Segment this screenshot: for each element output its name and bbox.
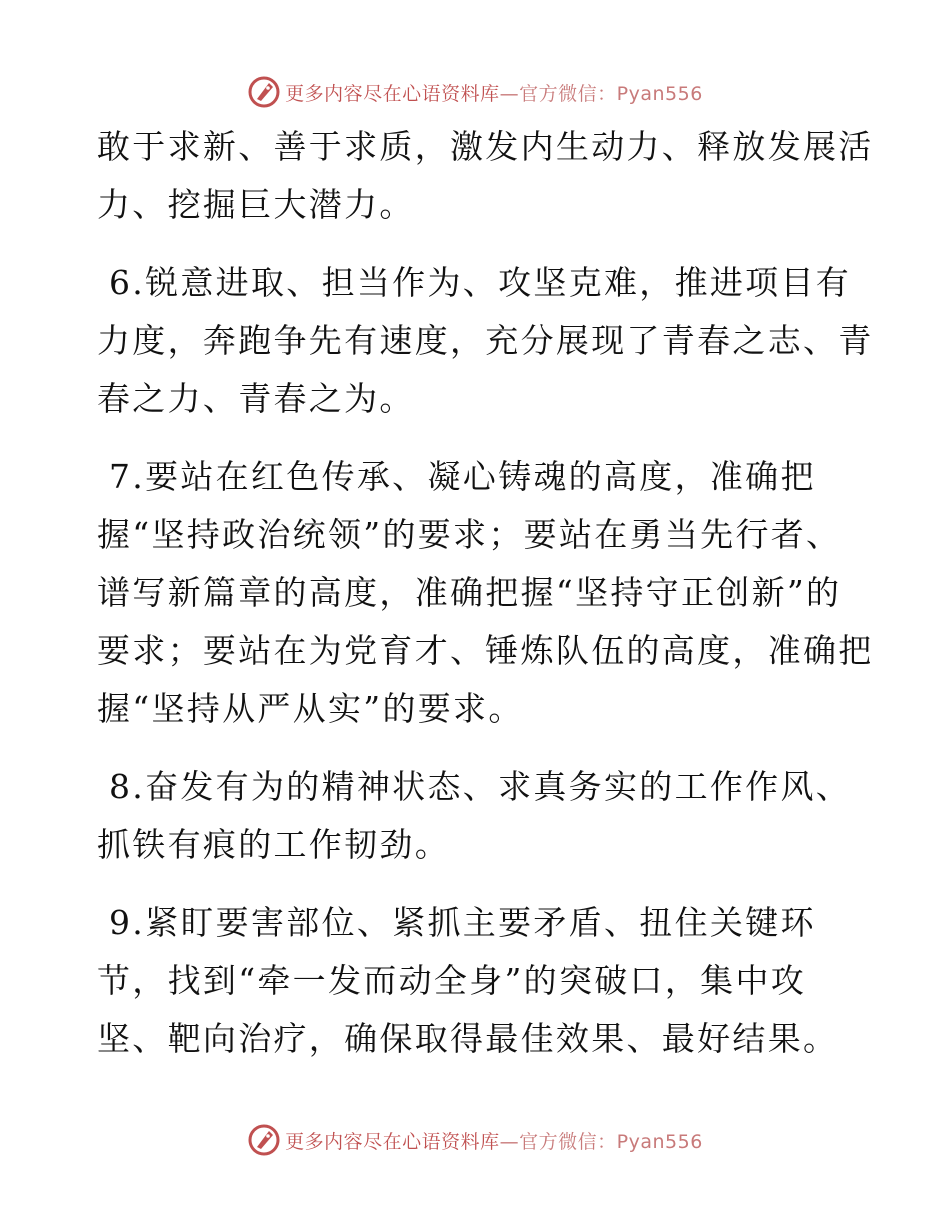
pen-nib-logo-icon: [247, 75, 281, 109]
document-body: [97, 118, 874, 1088]
paragraph-continuation: [97, 118, 874, 234]
text-line: 握“坚持从严从实”的要求。: [97, 689, 524, 728]
paragraph-item-7: [97, 448, 874, 738]
text-line: 9.紧盯要害部位、紧抓主要矛盾、扭住关键环: [109, 903, 816, 942]
text-line: 7.要站在红色传承、凝心铸魂的高度，准确把: [109, 457, 816, 496]
text-line: 8.奋发有为的精神状态、求真务实的工作作风、: [109, 767, 852, 806]
text-line: 节，找到“牵一发而动全身”的突破口，集中攻: [97, 961, 807, 1000]
text-line: 春之力、青春之为。: [97, 379, 415, 418]
paragraph-item-8: [97, 758, 857, 874]
watermark-suffix: —官方微信：Pyan556: [499, 1130, 703, 1153]
watermark-suffix: —官方微信：Pyan556: [499, 82, 703, 105]
pen-nib-logo-icon: [247, 1123, 281, 1157]
paragraph-item-6: [97, 254, 874, 428]
header-watermark: [0, 72, 950, 112]
watermark-brand: 更多内容尽在心语资料库: [285, 1130, 500, 1153]
text-line: 谱写新篇章的高度，准确把握“坚持守正创新”的: [97, 573, 842, 612]
text-line: 力、挖掘巨大潜力。: [97, 185, 415, 224]
text-line: 抓铁有痕的工作韧劲。: [97, 825, 450, 864]
paragraph-item-9: [97, 894, 857, 1068]
watermark-brand: 更多内容尽在心语资料库: [285, 82, 500, 105]
footer-watermark: [0, 1120, 950, 1160]
text-line: 握“坚持政治统领”的要求；要站在勇当先行者、: [97, 515, 842, 554]
text-line: 敢于求新、善于求质，激发内生动力、释放发展活: [97, 127, 874, 166]
text-line: 力度，奔跑争先有速度，充分展现了青春之志、青: [97, 321, 874, 360]
text-line: 6.锐意进取、担当作为、攻坚克难，推进项目有: [109, 263, 852, 302]
text-line: 坚、靶向治疗，确保取得最佳效果、最好结果。: [97, 1019, 839, 1058]
text-line: 要求；要站在为党育才、锤炼队伍的高度，准确把: [97, 631, 874, 670]
